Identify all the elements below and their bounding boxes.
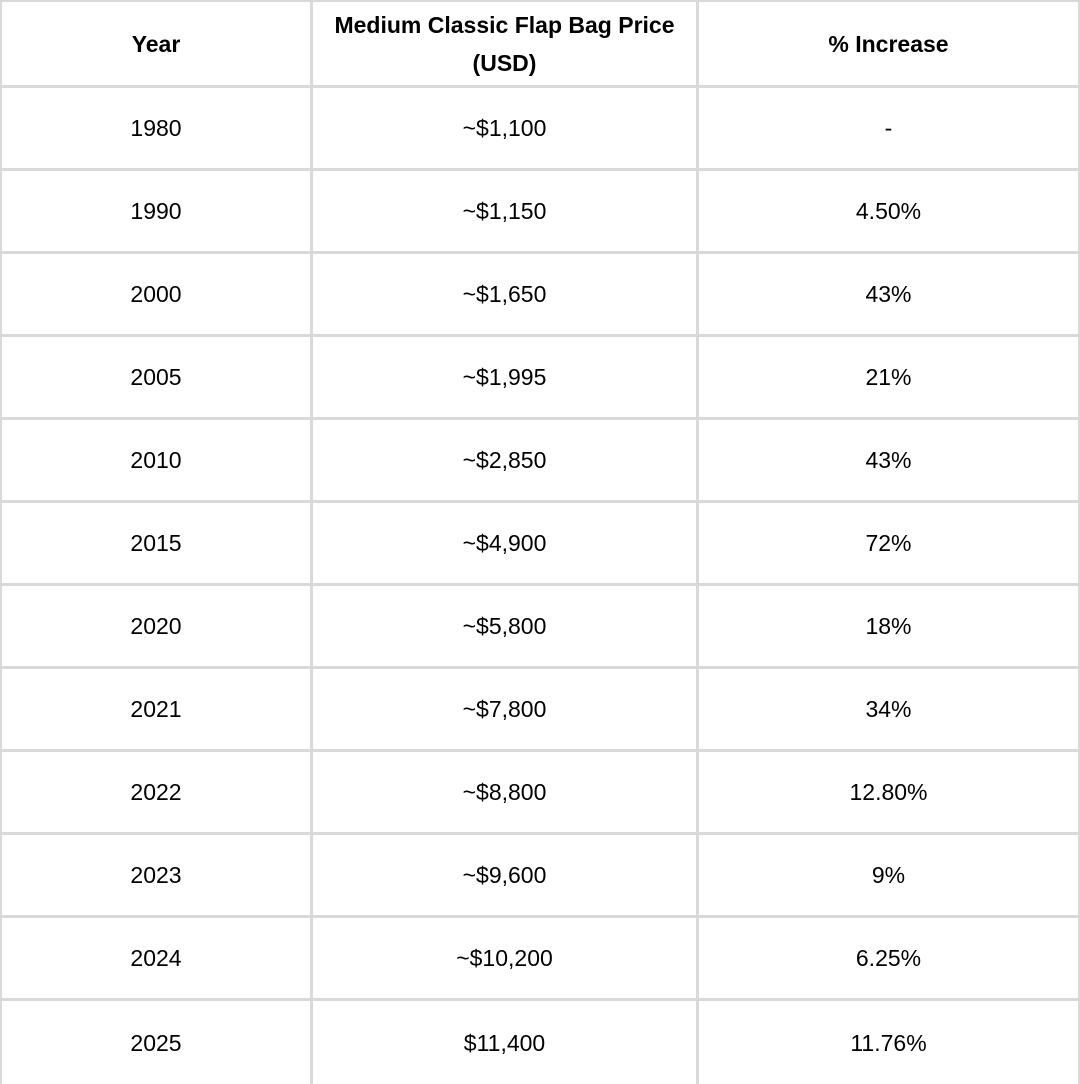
price-cell: ~$2,850 [313, 420, 699, 500]
price-cell: $11,400 [313, 1001, 699, 1084]
price-cell: ~$9,600 [313, 835, 699, 915]
price-cell: ~$1,995 [313, 337, 699, 417]
increase-cell: 12.80% [699, 752, 1080, 832]
table-row [0, 586, 1080, 669]
table-header-row [0, 0, 1080, 88]
price-cell: ~$5,800 [313, 586, 699, 666]
header-increase: % Increase [699, 2, 1080, 85]
increase-cell: 4.50% [699, 171, 1080, 251]
year-cell: 2020 [0, 586, 313, 666]
increase-cell: - [699, 88, 1080, 168]
year-cell: 2022 [0, 752, 313, 832]
price-cell: ~$4,900 [313, 503, 699, 583]
year-cell: 1990 [0, 171, 313, 251]
header-price: Medium Classic Flap Bag Price (USD) [313, 2, 699, 85]
year-cell: 2015 [0, 503, 313, 583]
price-cell: ~$7,800 [313, 669, 699, 749]
increase-cell: 11.76% [699, 1001, 1080, 1084]
year-cell: 2021 [0, 669, 313, 749]
increase-cell: 9% [699, 835, 1080, 915]
price-cell: ~$8,800 [313, 752, 699, 832]
table-row [0, 669, 1080, 752]
increase-cell: 43% [699, 254, 1080, 334]
year-cell: 2023 [0, 835, 313, 915]
year-cell: 2010 [0, 420, 313, 500]
year-cell: 1980 [0, 88, 313, 168]
year-cell: 2005 [0, 337, 313, 417]
table-row [0, 88, 1080, 171]
increase-cell: 34% [699, 669, 1080, 749]
table-row [0, 918, 1080, 1001]
price-cell: ~$1,150 [313, 171, 699, 251]
year-cell: 2025 [0, 1001, 313, 1084]
increase-cell: 43% [699, 420, 1080, 500]
year-cell: 2024 [0, 918, 313, 998]
year-cell: 2000 [0, 254, 313, 334]
price-cell: ~$1,100 [313, 88, 699, 168]
price-cell: ~$10,200 [313, 918, 699, 998]
increase-cell: 18% [699, 586, 1080, 666]
table-row [0, 835, 1080, 918]
price-cell: ~$1,650 [313, 254, 699, 334]
increase-cell: 72% [699, 503, 1080, 583]
table-row [0, 254, 1080, 337]
table-row [0, 503, 1080, 586]
increase-cell: 21% [699, 337, 1080, 417]
table-row [0, 337, 1080, 420]
table-row [0, 1001, 1080, 1084]
table-row [0, 171, 1080, 254]
header-year: Year [0, 2, 313, 85]
increase-cell: 6.25% [699, 918, 1080, 998]
table-row [0, 752, 1080, 835]
table-row [0, 420, 1080, 503]
